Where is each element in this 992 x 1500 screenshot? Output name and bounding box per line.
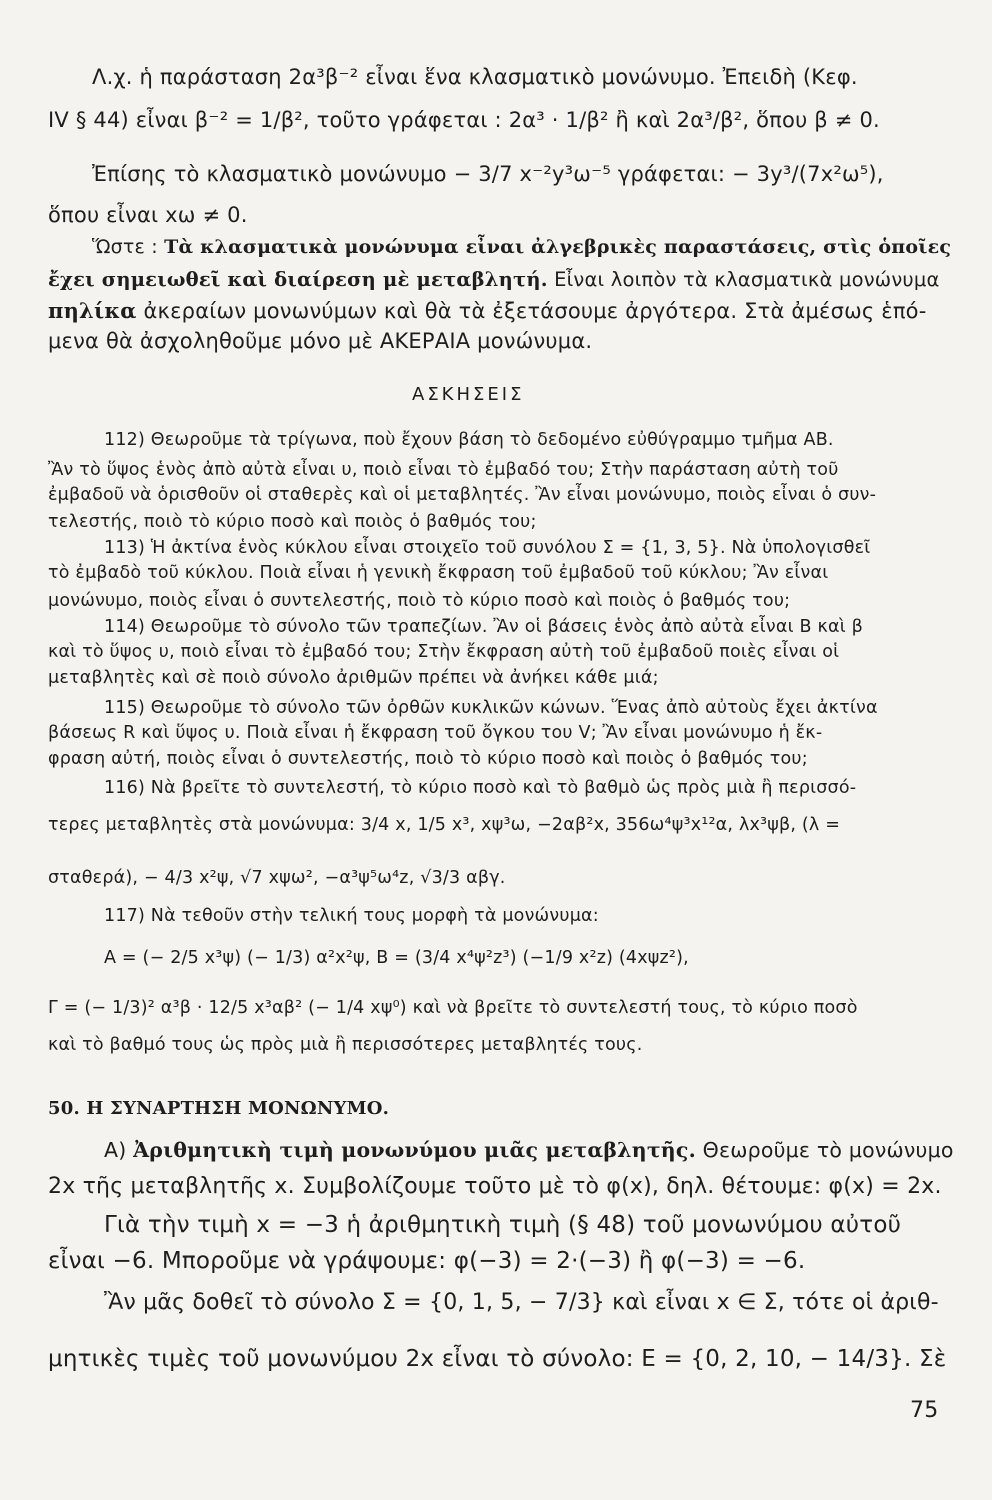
paragraph-line: Γιὰ τὴν τιμὴ x = −3 ἡ ἀριθμητικὴ τιμὴ (§ 48) τοῦ μονωνύμου αὐτοῦ (104, 1212, 902, 1238)
paragraph-line: ὅπου εἶναι xω ≠ 0. (48, 203, 248, 227)
text-run: Α) (104, 1138, 134, 1162)
exercise-line: καὶ τὸ βαθμό τους ὡς πρὸς μιὰ ἢ περισσότερες μεταβλητές τους. (48, 1035, 643, 1055)
exercise-line: καὶ τὸ ὕψος υ, ποιὸ εἶναι τὸ ἐμβαδό του; Στὴν ἔκφραση αὐτὴ τοῦ ἐμβαδοῦ ποιὲς εἶναι οἱ (48, 642, 840, 662)
paragraph-line: IV § 44) εἶναι β⁻² = 1/β², τοῦτο γράφεται : 2α³ · 1/β² ἢ καὶ 2α³/β², ὅπου β ≠ 0. (48, 108, 880, 132)
paragraph-line (48, 268, 940, 291)
exercise-line: Ἂν τὸ ὕψος ἑνὸς ἀπὸ αὐτὰ εἶναι υ, ποιὸ εἶναι τὸ ἐμβαδό του; Στὴν παράσταση αὐτὴ τοῦ (48, 460, 839, 480)
exercise-line: 116) Νὰ βρεῖτε τὸ συντελεστή, τὸ κύριο ποσὸ καὶ τὸ βαθμὸ ὡς πρὸς μιὰ ἢ περισσό- (104, 778, 857, 798)
exercise-line: τελεστής, ποιὸ τὸ κύριο ποσὸ καὶ ποιὸς ὁ βαθμός του; (48, 512, 537, 532)
exercise-line: 115) Θεωροῦμε τὸ σύνολο τῶν ὀρθῶν κυκλικῶν κώνων. Ἕνας ἀπὸ αὐτοὺς ἔχει ἀκτίνα (104, 698, 878, 718)
paragraph-line: Ἂν μᾶς δοθεῖ τὸ σύνολο Σ = {0, 1, 5, − 7/3} καὶ εἶναι x ∈ Σ, τότε οἱ ἀριθ- (104, 1290, 939, 1315)
bold-definition: Τὰ κλασματικὰ μονώνυμα εἶναι ἀλγεβρικὲς παραστάσεις, στὶς ὁποῖες (164, 236, 952, 258)
paragraph-line (48, 298, 927, 323)
text-run: Ὥστε : (92, 236, 165, 258)
paragraph-line (104, 1138, 954, 1162)
exercise-line: 112) Θεωροῦμε τὰ τρίγωνα, ποὺ ἔχουν βάση τὸ δεδομένο εὐθύγραμμο τμῆμα ΑΒ. (104, 430, 834, 450)
text-run: ἀκεραίων μονωνύμων καὶ θὰ τὰ ἐξετάσουμε ἀργότερα. Στὰ ἀμέσως ἑπό- (136, 299, 927, 323)
exercise-line: 114) Θεωροῦμε τὸ σύνολο τῶν τραπεζίων. Ἂν οἱ βάσεις ἑνὸς ἀπὸ αὐτὰ εἶναι Β καὶ β (104, 617, 863, 637)
paragraph-line: μητικὲς τιμὲς τοῦ μονωνύμου 2x εἶναι τὸ σύνολο: Ε = {0, 2, 10, − 14/3}. Σὲ (48, 1346, 947, 1372)
section-heading: 50. Η ΣΥΝΑΡΤΗΣΗ ΜΟΝΩΝΥΜΟ. (48, 1098, 390, 1119)
paragraph-line: μενα θὰ ἀσχοληθοῦμε μόνο μὲ ΑΚΕΡΑΙΑ μονώνυμα. (48, 329, 593, 353)
text-run: Θεωροῦμε τὸ μονώνυμο (695, 1138, 954, 1162)
text-run: Εἶναι λοιπὸν τὰ κλασματικὰ μονώνυμα (547, 268, 940, 291)
exercise-line: μονώνυμο, ποιὸς εἶναι ὁ συντελεστής, ποιὸ τὸ κύριο ποσὸ καὶ ποιὸς ὁ βαθμός του; (48, 591, 791, 611)
exercise-line: σταθερά), − 4/3 x²ψ, √7 xψω², −α³ψ⁵ω⁴z, √3/3 αβγ. (48, 868, 506, 888)
bold-term: πηλίκα (48, 298, 137, 323)
page-number: 75 (910, 1398, 939, 1423)
exercises-title: ΑΣΚΗΣΕΙΣ (412, 384, 525, 405)
exercise-line: μεταβλητὲς καὶ σὲ ποιὸ σύνολο ἀριθμῶν πρέπει νὰ ἀνήκει κάθε μιά; (48, 668, 659, 688)
exercise-line: Γ = (− 1/3)² α³β · 12/5 x³αβ² (− 1/4 xψ⁰) καὶ νὰ βρεῖτε τὸ συντελεστή τους, τὸ κύριο ποσὸ (48, 998, 858, 1018)
paragraph-line: Λ.χ. ἡ παράσταση 2α³β⁻² εἶναι ἕνα κλασματικὸ μονώνυμο. Ἐπειδὴ (Κεφ. (92, 65, 858, 89)
paragraph-line: εἶναι −6. Μποροῦμε νὰ γράψουμε: φ(−3) = 2·(−3) ἢ φ(−3) = −6. (48, 1248, 806, 1274)
exercise-line: Α = (− 2/5 x³ψ) (− 1/3) α²x²ψ, Β = (3/4 x⁴ψ²z³) (−1/9 x²z) (4xψz²), (104, 948, 689, 968)
subsection-title: Ἀριθμητικὴ τιμὴ μονωνύμου μιᾶς μεταβλητῆς. (133, 1138, 696, 1162)
exercise-line: 117) Νὰ τεθοῦν στὴν τελική τους μορφὴ τὰ μονώνυμα: (104, 906, 599, 926)
paragraph-line: Ἐπίσης τὸ κλασματικὸ μονώνυμο − 3/7 x⁻²y³ω⁻⁵ γράφεται: − 3y³/(7x²ω⁵), (92, 162, 884, 186)
exercise-line: βάσεως R καὶ ὕψος υ. Ποιὰ εἶναι ἡ ἔκφραση τοῦ ὄγκου του V; Ἂν εἶναι μονώνυμο ἡ ἔκ- (48, 723, 823, 743)
paragraph-line (92, 236, 951, 258)
exercise-line: τερες μεταβλητὲς στὰ μονώνυμα: 3/4 x, 1/5 x³, xψ³ω, −2αβ²x, 356ω⁴ψ³x¹²α, λx³ψβ, (λ = (48, 815, 841, 835)
exercise-line: ἐμβαδοῦ νὰ ὁρισθοῦν οἱ σταθερὲς καὶ οἱ μεταβλητές. Ἂν εἶναι μονώνυμο, ποιὸς εἶναι ὁ συν- (48, 485, 877, 505)
exercise-line: φραση αὐτή, ποιὸς εἶναι ὁ συντελεστής, ποιὸ τὸ κύριο ποσὸ καὶ ποιὸς ὁ βαθμός του; (48, 749, 808, 769)
paragraph-line: 2x τῆς μεταβλητῆς x. Συμβολίζουμε τοῦτο μὲ τὸ φ(x), δηλ. θέτουμε: φ(x) = 2x. (48, 1174, 942, 1199)
bold-definition: ἔχει σημειωθεῖ καὶ διαίρεση μὲ μεταβλητή. (48, 268, 548, 291)
exercise-line: τὸ ἐμβαδὸ τοῦ κύκλου. Ποιὰ εἶναι ἡ γενικὴ ἔκφραση τοῦ ἐμβαδοῦ τοῦ κύκλου; Ἂν εἶναι (48, 563, 829, 583)
exercise-line: 113) Ἡ ἀκτίνα ἑνὸς κύκλου εἶναι στοιχεῖο τοῦ συνόλου Σ = {1, 3, 5}. Νὰ ὑπολογισθεῖ (104, 538, 871, 558)
